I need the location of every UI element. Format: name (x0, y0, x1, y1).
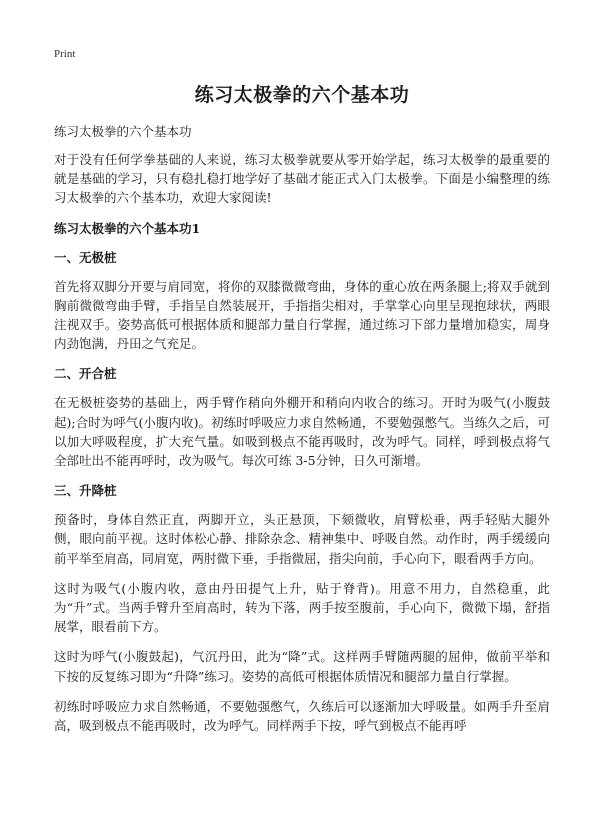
item-paragraph: 初练时呼吸应力求自然畅通，不要勉强憋气，久练后可以逐渐加大呼吸量。如两手升至肩高，吸到极点不能再吸时，改为呼气。同样两手下按，呼气到极点不能再呼 (54, 698, 550, 734)
item-shengjiang (54, 481, 550, 735)
page-subtitle: 练习太极拳的六个基本功 (54, 124, 192, 139)
item-paragraph: 在无极桩姿势的基础上，两手臂作稍向外棚开和稍向内收合的练习。开时为吸气(小腹鼓起);合时为呼气(小腹内收)。初练时呼吸应力求自然畅通，不要勉强憋气。当练久之后，可以加大呼吸程度，扩大充气量。如吸到极点不能再吸时，改为呼气。同样，呼到极点将气全部吐出不能再呼时，改为吸气。每次可练 3-5分钟，日久可渐增。 (54, 395, 550, 469)
item-paragraph: 预备时，身体自然正直，两脚开立，头正悬顶，下颏微收，肩臂松垂，两手轻贴大腿外侧，眼向前平视。这时体松心静、排除杂念、精神集中、呼吸自然。动作时，两手缓缓向前平举至肩高，同肩宽，两肘微下垂，手指微屈，指尖向前，手心向下，眼看两手方向。 (54, 512, 550, 566)
item-paragraph: 首先将双脚分开要与肩同宽，将你的双膝微微弯曲，身体的重心放在两条腿上;将双手就到胸前微微弯曲手臂，手指呈自然装展开，手指指尖相对，手掌掌心向里呈现抱球状，两眼注视双手。姿势高低可根据体质和腿部力量自行掌握，通过练习下部力量增加稳实，周身内劲饱满，丹田之气充足。 (54, 278, 550, 352)
item-paragraph: 这时为呼气(小腹鼓起)，气沉丹田，此为“降”式。这样两手臂随两腿的屈伸，做前平举和下按的反复练习即为“升降”练习。姿势的高低可根据体质情况和腿部力量自行掌握。 (54, 649, 550, 684)
section-heading: 练习太极拳的六个基本功1 (54, 220, 201, 236)
item-paragraph: 这时为吸气(小腹内收，意由丹田提气上升，贴于脊背)。用意不用力，自然稳重，此为“升”式。当两手臂升至肩高时，转为下落，两手按至腹前，手心向下，微微下塌，舒指展掌，眼看前下方。 (54, 580, 550, 635)
print-link[interactable]: Print (54, 48, 76, 60)
intro-paragraph: 对于没有任何学拳基础的人来说，练习太极拳就要从零开始学起，练习太极拳的最重要的就是基础的学习，只有稳扎稳打地学好了基础才能正式入门太极拳。下面是小编整理的练习太极拳的六个基本功，欢迎大家阅读! (54, 152, 550, 206)
item-heading: 三、升降桩 (54, 483, 117, 499)
item-heading: 一、无极桩 (54, 249, 117, 265)
page-title: 练习太极拳的六个基本功 (194, 84, 410, 106)
item-wuji (54, 248, 550, 354)
item-kaihe (54, 364, 550, 470)
article-body (54, 150, 550, 746)
item-heading: 二、开合桩 (54, 366, 117, 382)
